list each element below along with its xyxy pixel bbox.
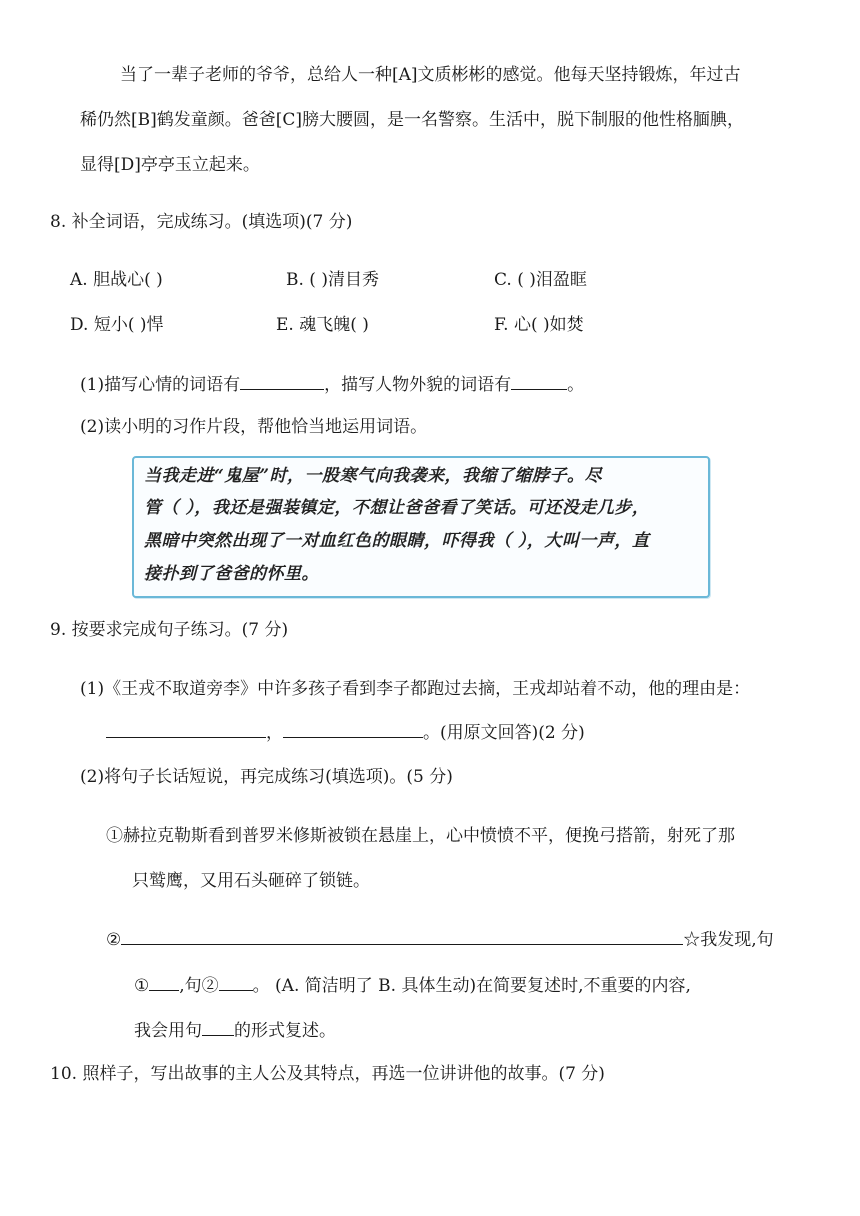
- q9-retell-text-1: 我会用句: [134, 1021, 202, 1041]
- q8-sub1-blank-appearance[interactable]: [511, 371, 567, 390]
- option-a: A. 胆战心( ): [70, 270, 163, 290]
- q8-sub2: (2)读小明的习作片段，帮他恰当地运用词语。: [80, 417, 428, 437]
- option-c: C. ( )泪盈眶: [494, 270, 587, 290]
- q8-sub1-text-c: 。: [567, 375, 585, 395]
- q8-sub1-text-b: ，描写人物外貌的词语有: [324, 375, 512, 395]
- q9-retell-line: [134, 1017, 336, 1043]
- q9-sub1-comma: ，: [266, 723, 283, 743]
- handwritten-line-1: 当我走进“鬼屋”时，一股寒气向我袭来，我缩了缩脖子。尽: [144, 466, 603, 486]
- option-d: D. 短小( )悍: [70, 315, 164, 335]
- q9-retell-blank[interactable]: [202, 1017, 234, 1036]
- passage-line-1: 当了一辈子老师的爷爷，总给人一种[A]文质彬彬的感觉。他每天坚持锻炼，年过古: [120, 65, 741, 85]
- q9-sentence-2-tail: ☆我发现,句: [683, 930, 774, 950]
- handwritten-line-3: 黑暗中突然出现了一对血红色的眼睛，吓得我（ ），大叫一声，直: [144, 531, 650, 551]
- q9-sentence-2-blank[interactable]: [121, 926, 683, 945]
- q9-sub1-blank-1[interactable]: [106, 719, 266, 738]
- q9-sub1-answer: [106, 719, 585, 745]
- handwritten-passage-box: [132, 456, 710, 598]
- q9-sub1: (1)《王戎不取道旁李》中许多孩子看到李子都跑过去摘，王戎却站着不动，他的理由是：: [80, 679, 751, 699]
- option-e: E. 魂飞魄( ): [276, 315, 369, 335]
- q9-discovery-text-3: 。 (A. 简洁明了 B. 具体生动)在简要复述时,不重要的内容,: [252, 976, 691, 996]
- question-9-title: 9. 按要求完成句子练习。(7 分): [50, 620, 289, 640]
- q9-sub2: (2)将句子长话短说，再完成练习(填选项)。(5 分): [80, 767, 453, 787]
- q9-discovery-text-1: ①: [134, 976, 150, 996]
- handwritten-line-4: 接扑到了爸爸的怀里。: [144, 564, 319, 584]
- q8-sub1-text-a: (1)描写心情的词语有: [80, 375, 241, 395]
- q8-sub1: [80, 371, 584, 397]
- q8-sub1-blank-mood[interactable]: [240, 371, 324, 390]
- q9-sentence-1-line-1: ①赫拉克勒斯看到普罗米修斯被锁在悬崖上，心中愤愤不平，便挽弓搭箭，射死了那: [106, 826, 735, 846]
- q9-discovery-blank-1[interactable]: [149, 972, 179, 991]
- q9-retell-text-2: 的形式复述。: [234, 1021, 336, 1041]
- question-8-title: 8. 补全词语，完成练习。(填选项)(7 分): [50, 212, 353, 232]
- q9-discovery-line: [134, 972, 691, 998]
- passage-line-2: 稀仍然[B]鹤发童颜。爸爸[C]膀大腰圆，是一名警察。生活中，脱下制服的他性格腼腆，: [80, 110, 745, 130]
- option-b: B. ( )清目秀: [286, 270, 379, 290]
- q9-sentence-2-mark: ②: [106, 930, 122, 950]
- option-f: F. 心( )如焚: [494, 315, 584, 335]
- q9-discovery-text-2: ,句②: [179, 976, 219, 996]
- q9-sentence-2: [106, 926, 774, 952]
- q9-sentence-1-line-2: 只鹫鹰，又用石头砸碎了锁链。: [132, 871, 370, 891]
- handwritten-line-2: 管（ ），我还是强装镇定，不想让爸爸看了笑话。可还没走几步，: [144, 498, 650, 518]
- question-10-title: 10. 照样子，写出故事的主人公及其特点，再选一位讲讲他的故事。(7 分): [50, 1064, 605, 1084]
- q9-discovery-blank-2[interactable]: [219, 972, 253, 991]
- passage-line-3: 显得[D]亭亭玉立起来。: [80, 155, 260, 175]
- q9-sub1-blank-2[interactable]: [283, 719, 423, 738]
- q9-sub1-tail: 。(用原文回答)(2 分): [423, 723, 585, 743]
